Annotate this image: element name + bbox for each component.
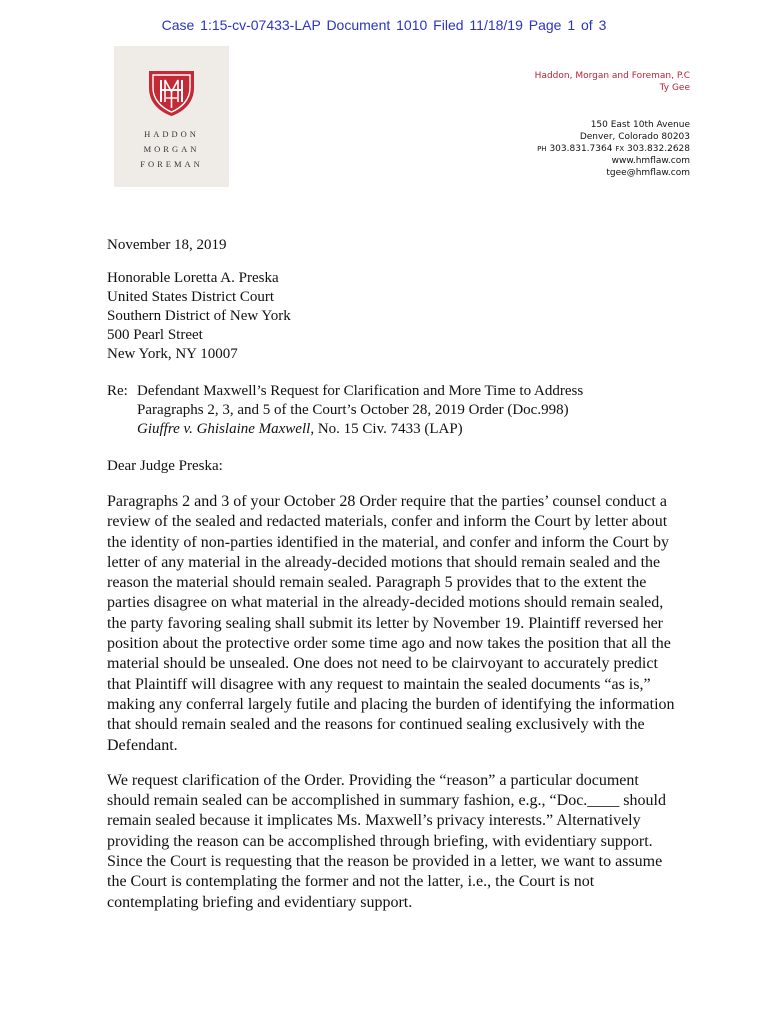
shield-monogram-icon <box>145 68 198 118</box>
body-paragraph: Paragraphs 2 and 3 of your October 28 Order require that the parties’ counsel conduct a review of the sealed and redacted materials, confer and inform the Court by letter about the identity of non-parties identified in the material, and confer and inform the Court by letter of any material in the already-decided motions that should remain sealed and the reason the material should remain sealed. Paragraph 5 provides that to the extent the parties disagree on what material in the already-decided motions should remain sealed, the party favoring sealing shall submit its letter by November 19. Plaintiff reversed her position about the protective order some time ago and now takes the position that all the material should be unsealed. One does not need to be clairvoyant to accurately predict that Plaintiff will disagree with any request to maintain the sealed documents “as is,” making any conferral largely futile and placing the burden of identifying the information that should remain sealed and the reasons for continued sealing exclusively with the Defendant. <box>107 493 675 754</box>
body-paragraph: We request clarification of the Order. Providing the “reason” a particular document should remain sealed can be accomplished in summary fashion, e.g., “Doc.____ should remain sealed because it implicates Ms. Maxwell’s privacy interests.” Alternatively providing the reason can be accomplished through briefing, with evidentiary support. Since the Court is requesting that the reason be provided in a letter, we want to assume the Court is contemplating the former and not the latter, i.e., the Court is not contemplating briefing and evidentiary support. <box>107 771 666 911</box>
phone-fax-line <box>535 143 690 155</box>
letterhead-contact <box>535 70 690 179</box>
attorney-name: Ty Gee <box>659 83 690 93</box>
recipient-line: 500 Pearl Street <box>107 327 203 343</box>
street-address: 150 East 10th Avenue <box>590 120 690 130</box>
re-line <box>107 382 682 439</box>
firm-logo <box>114 46 229 187</box>
recipient-line: New York, NY 10007 <box>107 346 238 362</box>
re-subject-line-1: Defendant Maxwell’s Request for Clarification and More Time to Address <box>137 383 584 399</box>
ecf-filing-header: Case 1:15-cv-07433-LAP Document 1010 Filed 11/18/19 Page 1 of 3 <box>161 17 607 33</box>
website-link[interactable]: www.hmflaw.com <box>611 156 690 166</box>
recipient-line: United States District Court <box>107 289 275 305</box>
city-state-zip: Denver, Colorado 80203 <box>579 132 690 142</box>
recipient-address <box>107 269 682 364</box>
firm-name: Haddon, Morgan and Foreman, P.C <box>534 71 690 81</box>
case-number: , No. 15 Civ. 7433 (LAP) <box>310 421 463 437</box>
letter-body <box>107 236 682 928</box>
email-link[interactable]: tgee@hmflaw.com <box>606 168 690 178</box>
phone-number: 303.831.7364 <box>549 144 613 154</box>
fax-label: FX <box>615 145 625 153</box>
recipient-line: Honorable Loretta A. Preska <box>107 270 279 286</box>
case-name: Giuffre v. Ghislaine Maxwell <box>137 421 311 437</box>
re-subject <box>137 382 583 439</box>
fax-number: 303.832.2628 <box>627 144 690 154</box>
re-subject-line-2: Paragraphs 2, 3, and 5 of the Court’s October 28, 2019 Order (Doc.998) <box>137 402 569 418</box>
logo-word-haddon: HADDON <box>144 129 199 139</box>
recipient-line: Southern District of New York <box>107 308 291 324</box>
re-case-caption <box>137 420 583 439</box>
logo-word-foreman: FOREMAN <box>140 159 203 169</box>
re-label: Re: <box>107 383 128 399</box>
salutation: Dear Judge Preska: <box>107 458 223 474</box>
letter-date: November 18, 2019 <box>107 237 227 253</box>
logo-word-morgan: MORGAN <box>143 144 200 154</box>
phone-label: PH <box>537 145 547 153</box>
